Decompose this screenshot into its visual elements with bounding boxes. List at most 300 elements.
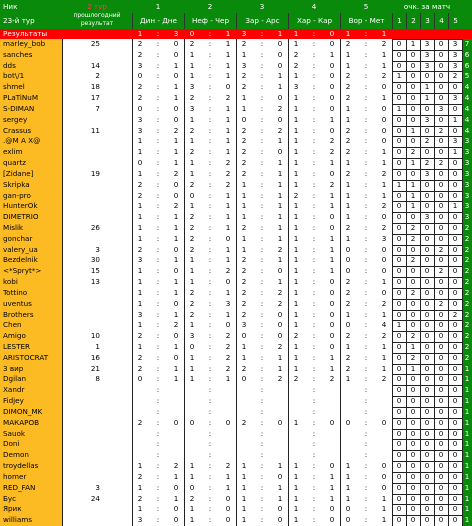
player-nick[interactable]: ARISTOCRAT	[3, 352, 49, 362]
player-nick[interactable]: Crassus	[3, 125, 32, 135]
match-points: 2	[410, 147, 416, 157]
player-nick[interactable]: Tottino	[3, 287, 28, 297]
player-nick[interactable]: S-DIMAN	[3, 103, 35, 113]
prediction-away: 0	[277, 60, 283, 70]
result-home-4: 1	[293, 29, 299, 38]
prediction-away: 2	[225, 342, 231, 352]
player-nick[interactable]: Xandr	[3, 385, 25, 395]
match-points: 0	[396, 266, 402, 276]
prediction-home	[340, 429, 356, 440]
prediction-home: 2	[137, 331, 143, 341]
player-nick[interactable]: gan-pro	[3, 190, 31, 200]
prediction-sep: :	[312, 482, 316, 492]
prediction-sep: :	[208, 439, 212, 449]
prediction-sep: :	[312, 255, 316, 265]
match-points: 0	[452, 504, 458, 514]
prediction-away: 1	[225, 39, 231, 48]
prediction-away: 1	[277, 222, 283, 232]
prediction-away: 1	[277, 461, 283, 471]
match-points: 0	[452, 374, 458, 384]
prediction-sep: :	[364, 417, 368, 427]
prediction-home: 1	[293, 255, 299, 265]
player-nick[interactable]: sergey	[3, 114, 28, 124]
player-nick[interactable]: Sauok	[3, 428, 26, 438]
prediction-sep: :	[208, 471, 212, 481]
player-nick[interactable]: DIMETRIO	[3, 212, 39, 222]
match-points: 0	[438, 201, 444, 211]
prediction-home: 1	[137, 147, 143, 157]
prediction-home: 1	[293, 179, 299, 189]
prediction-sep: :	[364, 255, 368, 265]
prediction-home: 1	[293, 212, 299, 222]
prediction-home: 2	[241, 39, 247, 48]
match-points: 0	[452, 266, 458, 276]
prediction-home: 1	[189, 515, 195, 525]
total-points: 1	[464, 428, 470, 438]
match-points: 0	[424, 417, 430, 427]
prediction-sep: :	[364, 179, 368, 189]
prediction-sep: :	[260, 342, 264, 352]
result-away-1: 3	[173, 29, 179, 38]
previous-result: 17	[90, 93, 100, 103]
prediction-away: 2	[225, 363, 231, 373]
match-points: 0	[424, 320, 430, 330]
prediction-home	[184, 450, 200, 461]
prediction-home: 2	[137, 82, 143, 92]
player-nick[interactable]: bot\/1	[3, 71, 25, 81]
prediction-away: 1	[329, 201, 335, 211]
match-points: 0	[424, 352, 430, 362]
prediction-home	[288, 407, 304, 418]
match-points: 0	[396, 471, 402, 481]
prediction-home: 0	[137, 103, 143, 113]
previous-result	[62, 385, 102, 396]
player-nick[interactable]: Mislik	[3, 222, 24, 232]
result-home-2: 0	[189, 29, 195, 38]
prediction-away: 1	[329, 363, 335, 373]
prediction-sep: :	[364, 147, 368, 157]
match-points: 0	[438, 60, 444, 70]
player-nick[interactable]: DIMON_MK	[3, 406, 43, 416]
prediction-sep: :	[208, 493, 212, 503]
prediction-away	[272, 396, 288, 407]
player-nick[interactable]: Bezdelnik	[3, 255, 38, 265]
match-points: 0	[424, 385, 430, 395]
match-points: 3	[424, 60, 430, 70]
match-points: 1	[396, 103, 402, 113]
prediction-home: 2	[345, 363, 351, 373]
match-points: 0	[438, 450, 444, 460]
prediction-sep: :	[260, 255, 264, 265]
prediction-sep: :	[156, 103, 160, 113]
prediction-sep: :	[208, 93, 212, 103]
prediction-away: 0	[381, 471, 387, 481]
prediction-sep: :	[364, 471, 368, 481]
total-points: 1	[464, 461, 470, 471]
prediction-home: 1	[293, 222, 299, 232]
match-points: 0	[410, 428, 416, 438]
player-nick[interactable]: Amigo	[3, 331, 26, 341]
player-nick[interactable]: RED_FAN	[3, 482, 36, 492]
prediction-home: 1	[345, 60, 351, 70]
player-nick[interactable]: LESTER	[3, 342, 31, 352]
prediction-home: 1	[293, 493, 299, 503]
prediction-sep: :	[312, 179, 316, 189]
points-index-4: 4	[434, 13, 448, 29]
player-nick[interactable]: .@M A X@	[3, 136, 41, 146]
player-nick[interactable]: exlim	[3, 147, 23, 157]
prediction-away	[376, 385, 392, 396]
player-nick[interactable]: Skripka	[3, 179, 30, 189]
prediction-home: 1	[137, 212, 143, 222]
prediction-away: 1	[173, 82, 179, 92]
prediction-sep: :	[260, 471, 264, 481]
prediction-away: 0	[381, 417, 387, 427]
prediction-home: 1	[241, 352, 247, 362]
prediction-away: 0	[277, 266, 283, 276]
match-points: 0	[438, 277, 444, 287]
match-points: 0	[396, 147, 402, 157]
prediction-away: 0	[381, 287, 387, 297]
prediction-away: 1	[381, 277, 387, 287]
match-points: 0	[424, 439, 430, 449]
match-points: 0	[452, 277, 458, 287]
result-sep: :	[208, 29, 212, 38]
prediction-home	[288, 439, 304, 450]
previous-result: 3	[95, 482, 100, 492]
match-points: 2	[410, 287, 416, 297]
prediction-sep: :	[156, 49, 160, 59]
prediction-sep: :	[312, 190, 316, 200]
prediction-sep: :	[364, 82, 368, 92]
match-points: 0	[396, 450, 402, 460]
match-teams-5: Вор - Мет	[340, 13, 392, 29]
prediction-away	[272, 450, 288, 461]
total-points: 1	[464, 482, 470, 492]
player-nick[interactable]: 3 вир	[3, 363, 24, 373]
prediction-home: 2	[241, 266, 247, 276]
prediction-away: 1	[381, 60, 387, 70]
prediction-sep: :	[364, 93, 368, 103]
prediction-home: 2	[189, 93, 195, 103]
prediction-sep: :	[156, 450, 160, 460]
match-points: 1	[396, 179, 402, 189]
prediction-sep: :	[364, 406, 368, 416]
prediction-sep: :	[156, 39, 160, 48]
prediction-home: 1	[189, 71, 195, 81]
prediction-home: 1	[293, 461, 299, 471]
prediction-home: 1	[189, 255, 195, 265]
prediction-sep: :	[364, 136, 368, 146]
prediction-home: 2	[241, 158, 247, 168]
match-points: 0	[396, 504, 402, 514]
player-nick[interactable]: Brothers	[3, 309, 34, 319]
prediction-sep: :	[156, 309, 160, 319]
match-points: 1	[396, 71, 402, 81]
prediction-sep: :	[208, 103, 212, 113]
match-teams-2: Неф - Чер	[184, 13, 236, 29]
player-nick[interactable]: troydellas	[3, 461, 39, 471]
prediction-sep: :	[208, 71, 212, 81]
prediction-away: 3	[381, 233, 387, 243]
prediction-home: 1	[241, 49, 247, 59]
match-points: 0	[452, 212, 458, 222]
prediction-away: 1	[381, 363, 387, 373]
match-points: 0	[452, 82, 458, 92]
points-index-5: 5	[448, 13, 462, 29]
match-points: 2	[438, 158, 444, 168]
prediction-sep: :	[260, 515, 264, 525]
player-nick[interactable]: [Zidane]	[3, 168, 34, 178]
prediction-sep: :	[364, 114, 368, 124]
prediction-home: 1	[137, 266, 143, 276]
prediction-away: 1	[277, 168, 283, 178]
prediction-home: 1	[293, 363, 299, 373]
player-nick[interactable]: Бус	[3, 493, 17, 503]
prediction-away: 1	[381, 49, 387, 59]
player-nick[interactable]: Dgilan	[3, 374, 27, 384]
prediction-home	[132, 385, 148, 396]
prediction-away: 2	[329, 179, 335, 189]
prediction-home: 2	[345, 298, 351, 308]
prediction-away: 2	[329, 147, 335, 157]
points-index-1: 1	[392, 13, 406, 29]
player-nick[interactable]: homer	[3, 471, 27, 481]
prediction-away: 0	[277, 515, 283, 525]
match-points: 0	[424, 277, 430, 287]
match-points: 0	[410, 168, 416, 178]
prediction-home: 0	[241, 114, 247, 124]
match-points: 0	[396, 493, 402, 503]
prediction-away: 2	[173, 461, 179, 471]
prediction-home: 1	[137, 320, 143, 330]
player-nick[interactable]: Fidjey	[3, 396, 24, 406]
prediction-sep: :	[208, 255, 212, 265]
player-nick[interactable]: Chen	[3, 320, 22, 330]
match-points: 1	[410, 158, 416, 168]
match-points: 0	[410, 277, 416, 287]
match-points: 0	[410, 82, 416, 92]
prediction-away	[220, 439, 236, 450]
prediction-home: 2	[241, 309, 247, 319]
prediction-sep: :	[260, 493, 264, 503]
prediction-sep: :	[312, 168, 316, 178]
prediction-home: 2	[293, 190, 299, 200]
match-points: 0	[438, 352, 444, 362]
match-points: 0	[438, 406, 444, 416]
prediction-away: 1	[173, 147, 179, 157]
tour-header: 2 тур	[87, 2, 107, 11]
player-nick[interactable]: Ярик	[3, 504, 22, 514]
prediction-sep: :	[208, 331, 212, 341]
player-nick[interactable]: marley_bob	[3, 39, 46, 48]
prediction-home: 2	[137, 493, 143, 503]
prediction-sep: :	[312, 320, 316, 330]
prediction-home: 2	[345, 168, 351, 178]
prediction-home: 1	[137, 233, 143, 243]
prediction-away: 0	[381, 255, 387, 265]
prediction-home: 0	[345, 244, 351, 254]
match-points: 0	[438, 342, 444, 352]
match-points: 0	[424, 190, 430, 200]
prediction-away: 1	[381, 515, 387, 525]
match-points: 0	[424, 298, 430, 308]
total-points: 4	[464, 125, 470, 135]
total-points: 2	[464, 266, 470, 276]
match-points: 0	[424, 396, 430, 406]
match-points: 0	[424, 406, 430, 416]
prediction-away: 0	[329, 298, 335, 308]
player-nick[interactable]: dds	[3, 60, 16, 70]
match-points: 0	[438, 49, 444, 59]
prediction-home	[288, 385, 304, 396]
match-points: 0	[438, 212, 444, 222]
previous-result	[62, 299, 102, 310]
prediction-home: 1	[241, 342, 247, 352]
prediction-away: 0	[381, 136, 387, 146]
prediction-away: 0	[329, 461, 335, 471]
prediction-away: 4	[381, 320, 387, 330]
match-points: 0	[424, 266, 430, 276]
prediction-sep: :	[208, 190, 212, 200]
prediction-home: 1	[293, 39, 299, 48]
total-points: 1	[464, 515, 470, 525]
prediction-home: 1	[293, 482, 299, 492]
match-points: 0	[452, 244, 458, 254]
player-nick[interactable]: uventus	[3, 298, 32, 308]
previous-result: 3	[95, 244, 100, 254]
total-points: 2	[464, 255, 470, 265]
prediction-home: 1	[137, 482, 143, 492]
match-points: 3	[424, 168, 430, 178]
prediction-away: 0	[381, 103, 387, 113]
total-points: 7	[464, 39, 470, 48]
prediction-away: 0	[173, 114, 179, 124]
prediction-away: 1	[277, 179, 283, 189]
match-points: 0	[438, 374, 444, 384]
prediction-home: 1	[293, 504, 299, 514]
prediction-away: 1	[381, 190, 387, 200]
match-points: 2	[438, 244, 444, 254]
match-points: 0	[424, 309, 430, 319]
prediction-sep: :	[260, 136, 264, 146]
prediction-sep: :	[312, 417, 316, 427]
match-points: 3	[452, 60, 458, 70]
prediction-home	[184, 439, 200, 450]
match-points: 0	[438, 114, 444, 124]
prediction-away: 0	[277, 147, 283, 157]
prediction-sep: :	[260, 49, 264, 59]
player-nick[interactable]: williams	[3, 515, 33, 525]
match-points: 1	[410, 342, 416, 352]
prediction-away: 1	[277, 352, 283, 362]
player-nick[interactable]: kobi	[3, 277, 18, 287]
prediction-sep: :	[156, 201, 160, 211]
prediction-away: 0	[173, 266, 179, 276]
match-points: 2	[424, 136, 430, 146]
prediction-away: 0	[173, 515, 179, 525]
prediction-away	[376, 407, 392, 418]
match-points: 2	[438, 266, 444, 276]
prediction-sep: :	[260, 93, 264, 103]
prediction-away: 1	[277, 482, 283, 492]
match-points: 0	[396, 396, 402, 406]
prediction-away: 1	[173, 136, 179, 146]
prediction-away: 1	[225, 222, 231, 232]
prediction-home: 2	[241, 82, 247, 92]
prediction-sep: :	[260, 212, 264, 222]
prediction-sep: :	[364, 450, 368, 460]
prediction-home: 0	[189, 482, 195, 492]
prediction-sep: :	[156, 374, 160, 384]
match-points: 3	[424, 114, 430, 124]
player-nick[interactable]: Doni	[3, 439, 20, 449]
prediction-away: 0	[277, 39, 283, 48]
match-points: 0	[424, 342, 430, 352]
prediction-away	[220, 385, 236, 396]
prediction-away	[324, 439, 340, 450]
match-points: 0	[424, 244, 430, 254]
player-nick[interactable]: valery_ua	[3, 244, 38, 254]
prediction-sep: :	[260, 147, 264, 157]
prediction-home: 1	[293, 201, 299, 211]
prediction-home: 0	[345, 266, 351, 276]
prediction-away: 0	[173, 179, 179, 189]
result-home-1: 1	[137, 29, 143, 38]
match-points: 0	[438, 428, 444, 438]
player-nick[interactable]: gonchar	[3, 233, 33, 243]
previous-result	[62, 191, 102, 202]
prediction-away: 0	[173, 39, 179, 48]
match-points: 0	[424, 331, 430, 341]
match-points: 0	[424, 201, 430, 211]
match-points: 0	[452, 515, 458, 525]
prediction-away: 1	[381, 342, 387, 352]
prediction-away: 1	[329, 158, 335, 168]
player-nick[interactable]: PLaTiNuM	[3, 93, 39, 103]
match-points: 0	[396, 461, 402, 471]
total-points: 3	[464, 158, 470, 168]
prediction-home: 1	[189, 158, 195, 168]
player-nick[interactable]: Demon	[3, 450, 29, 460]
prediction-sep: :	[312, 493, 316, 503]
total-points: 1	[464, 471, 470, 481]
prediction-sep: :	[312, 233, 316, 243]
prediction-sep: :	[364, 71, 368, 81]
match-points: 0	[438, 39, 444, 48]
prediction-sep: :	[260, 277, 264, 287]
previous-result	[62, 407, 102, 418]
player-nick[interactable]: quartz	[3, 158, 27, 168]
match-points: 0	[424, 504, 430, 514]
prediction-home: 1	[241, 482, 247, 492]
player-nick[interactable]: shmel	[3, 82, 25, 92]
prediction-away: 2	[381, 298, 387, 308]
previous-result: 11	[90, 125, 100, 135]
prediction-away: 0	[173, 352, 179, 362]
match-points: 0	[410, 320, 416, 330]
player-nick[interactable]: МАКАРОВ	[3, 417, 40, 427]
prediction-away: 1	[329, 266, 335, 276]
previous-result	[62, 147, 102, 158]
player-nick[interactable]: <*Spryt*>	[3, 266, 42, 276]
match-points: 0	[396, 417, 402, 427]
player-nick[interactable]: HunterOk	[3, 201, 38, 211]
player-nick[interactable]: sanches	[3, 49, 33, 59]
match-points: 1	[452, 147, 458, 157]
previous-result	[62, 115, 102, 126]
prediction-away: 1	[173, 158, 179, 168]
